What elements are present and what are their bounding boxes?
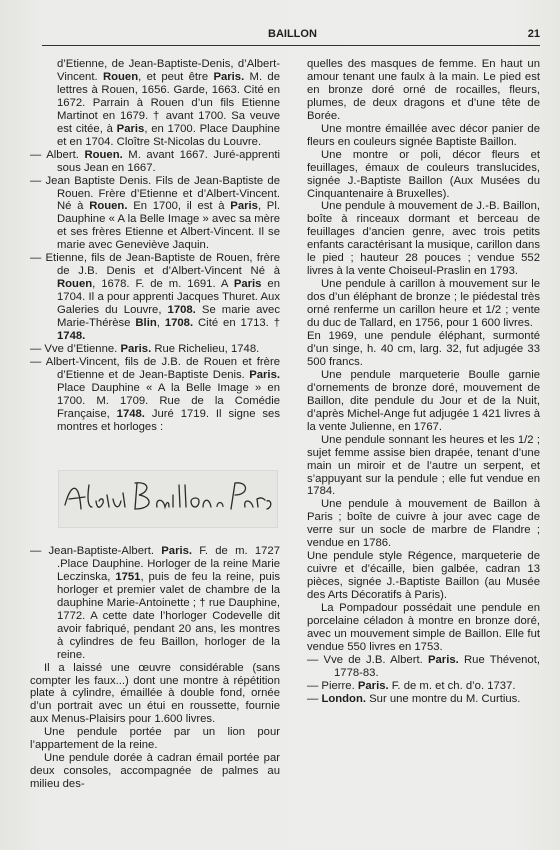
text-paragraph: Une pendule à carillon à mouvement sur le dos d’un éléphant de bronze ; le piédestal très orné renferme un carillon heure et 1/2 ; vente du duc de Tallard, en 1756, pour 1 600 livres. — [307, 278, 540, 330]
signature-panel — [58, 470, 278, 528]
page-number: 21 — [527, 28, 540, 40]
text-paragraph: Une pendule portée par un lion pour l’appartement de la reine. — [30, 726, 280, 752]
dictionary-entry: — Pierre. Paris. F. de m. et ch. d’o. 1737. — [307, 679, 516, 692]
left-column — [30, 58, 280, 434]
text-paragraph: Une pendule à mouvement de Baillon à Paris ; boîte de cuivre à jour avec cage de verre sur un socle de marbre de Flandre ; vendue en 1786. — [307, 498, 540, 550]
dictionary-entry: — London. Sur une montre du M. Curtius. — [307, 692, 521, 705]
dictionary-entry: — Vve de J.B. Albert. Paris. Rue Thévenot, 1778-83. — [307, 653, 540, 679]
text-paragraph: Une pendule dorée à cadran émail portée par deux consoles, accompagnée de palmes au milieu des- — [30, 752, 280, 791]
text-paragraph: Une pendule style Régence, marqueterie de cuivre et d’écaille, bien galbée, cadran 13 pièces, signée J.-Baptiste Baillon (au Musée des Arts Décoratifs à Paris). — [307, 550, 540, 602]
signature-svg — [59, 471, 277, 527]
header-rule — [42, 45, 540, 46]
text-paragraph: d’Etienne, de Jean-Baptiste-Denis, d’Albert-Vincent. Rouen, et peut être Paris. M. de lettres à Rouen, 1656. Garde, 1663. Cité en 1672. Parrain à Rouen d’un fils Etienne Martinot en 1679. † avant 1700. Sa veuve est citée, à Paris, en 1700. Place Dauphine et en 1704. Cloître St-Nicolas du Louvre. — [57, 58, 280, 148]
dictionary-entry: — Albert. Rouen. M. avant 1667. Juré-apprenti sous Jean en 1667. — [30, 148, 280, 174]
text-paragraph: quelles des masques de femme. En haut un amour tenant une faulx à la main. Le pied est en bronze doré orné de rocailles, fleurs, plumes, de deux dragons et d’une tête de Borée. — [307, 58, 540, 122]
right-column — [307, 58, 540, 706]
text-paragraph: Une montre émaillée avec décor panier de fleurs en couleurs signée Baptiste Baillon. — [307, 122, 540, 148]
dictionary-entry: — Jean-Baptiste-Albert. Paris. F. de m. 1727 .Place Dauphine. Horloger de la reine Marie Leczinska, 1751, puis de feu la reine, puis horloger et premier valet de chambre de la dauphine Marie-Antoinette ; † rue Dauphine, 1772. A cette date l’horloger Codevelle dit avoir fabriqué, pendant 20 ans, les montres à cylindres de feu Baillon, horloger de la reine. — [30, 545, 280, 661]
running-head — [40, 28, 540, 44]
text-paragraph: La Pompadour possédait une pendule en porcelaine céladon à montre en bronze doré, avec un mouvement simple de Baillon. Elle fut vendue 550 livres en 1753. — [307, 602, 540, 653]
text-paragraph: En 1969, une pendule éléphant, surmonté d’un singe, h. 40 cm, larg. 32, fut adjugée 33 500 francs. — [307, 330, 540, 368]
dictionary-entry: — Jean Baptiste Denis. Fils de Jean-Baptiste de Rouen. Frère d’Etienne et d’Albert-Vincent. Né à Rouen. En 1700, il est à Paris, Pl. Dauphine « A la Belle Image » avec sa mère et ses frères Etienne et Albert-Vincent. Il se marie avec Geneviève Jaquin. — [30, 174, 280, 252]
text-paragraph: Une montre or poli, décor fleurs et feuillages, émaux de couleurs translucides, signée J.-Baptiste Baillon (Aux Musées du Cinquantenaire à Bruxelles). — [307, 148, 540, 200]
page-header-title: BAILLON — [268, 28, 317, 40]
left-column-bottom — [30, 545, 280, 791]
dictionary-entry: — Etienne, fils de Jean-Baptiste de Rouen, frère de J.B. Denis et d’Albert-Vincent Né à Rouen, 1678. F. de m. 1691. A Paris en 1704. Il a pour apprenti Jacques Thuret. Aux Galeries du Louvre, 1708. Se marie avec Marie-Thérèse Blin, 1708. Cité en 1713. † 1748. — [30, 252, 281, 343]
dictionary-entry: — Albert-Vincent, fils de J.B. de Rouen et frère d’Etienne et de Jean-Baptiste Denis. Paris. Place Dauphine « A la Belle Image » en 1700. M. 1709. Rue de la Comédie Française, 1748. Juré 1719. Il signe ses montres et horloges : — [30, 355, 280, 433]
text-paragraph: Une pendule marqueterie Boulle garnie d’ornements de bronze doré, mouvement de Baillon, dite pendule du Jour et de la Nuit, d’après Michel-Ange fut adjugée 1 421 livres à la vente Julienne, en 1767. — [307, 368, 540, 433]
dictionary-entry: — Vve d’Etienne. Paris. Rue Richelieu, 1748. — [30, 342, 260, 355]
text-paragraph: Une pendule sonnant les heures et les 1/2 ; sujet femme assise bien drapée, tenant d’une main un miroir et de l’autre un serpent, et s’appuyant sur la pendule ; elle fut vendue en 1784. — [307, 433, 540, 498]
text-paragraph: Il a laissé une œuvre considérable (sans compter les faux...) dont une montre à répétition plate à cylindre, émaillée à double fond, ornée d’un portrait avec un étui en roussette, fournie aux Menus-Plaisirs pour 1.600 livres. — [30, 661, 280, 726]
text-paragraph: Une pendule à mouvement de J.-B. Baillon, boîte à rinceaux dormant et berceau de feuillages d’ancien genre, avec trois petits enfants caractérisant la musique, carillon dans le pied ; hauteur 28 pouces ; vendue 552 livres à la vente Choiseul-Praslin en 1793. — [307, 200, 540, 278]
signature-image — [30, 470, 280, 530]
